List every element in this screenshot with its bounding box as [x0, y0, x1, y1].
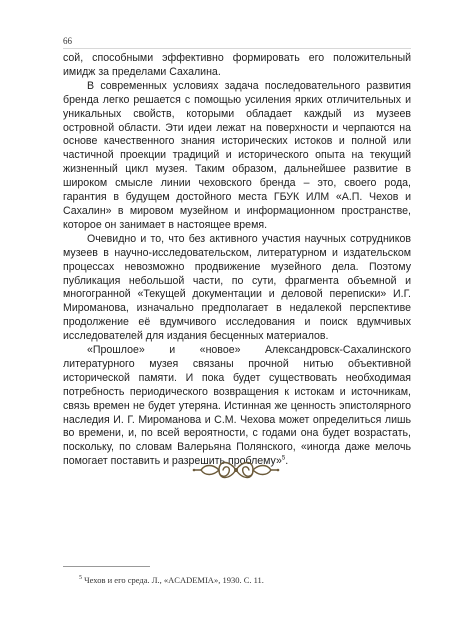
paragraph-4-text: «Прошлое» и «новое» Александровск-Сахалинского литературного музея связаны прочной нитью объективной исторической памяти. И пока будет существовать необходимая потребность периодического возвращения к истокам и источникам, связь времен не будет утеряна. Истинная же ценность эпистолярного наследия И. Г. Мироманова и С.М. Чехова может определиться лишь во времени, и, по всей вероятности, с годами она будет возрастать, поскольку, по словам Валерьяна Полянского, «иногда даже мелочь помогает поставить и разрешить проблему»: [63, 344, 411, 468]
paragraph-4: «Прошлое» и «новое» Александровск-Сахалинского литературного музея связаны прочной нитью объективной исторической памяти. И пока будет существовать необходимая потребность периодического возвращения к истокам и источникам, связь времен не будет утеряна. Истинная же ценность эпистолярного наследия И. Г. Мироманова и С.М. Чехова может определиться лишь во времени, и, по всей вероятности, с годами она будет возрастать, поскольку, по словам Валерьяна Полянского, «иногда даже мелочь помогает поставить и разрешить проблему»$^5$.: [63, 344, 411, 468]
footnote: [79, 575, 409, 585]
ornament-divider-icon: [191, 450, 281, 490]
paragraph-3: Очевидно и то, что без активного участия научных сотрудников музеев в научно-исследовательском, литературном и издательском процессах невозможно продвижение музейного дела. Поэтому публикация небольшой части, по сути, фрагмента объемной и многогранной «Текущей документации и деловой переписки» И.Г. Мироманова, изначально предполагает в недалекой перспективе продолжение её вдумчивого исследования и поиск вдумчивых исследователей для издания бесценных материалов.: [63, 232, 411, 343]
footnote-reference: 5: [281, 455, 286, 462]
footnote-divider: [63, 566, 150, 567]
page-number: 66: [63, 36, 72, 46]
footnote-text: Чехов и его среда. Л., «ACADEMIA», 1930. С. 11.: [84, 575, 264, 585]
header-divider: [63, 48, 411, 49]
paragraph-2: В современных условиях задача последовательного развития бренда легко решается с помощью усиления ярких отличительных и уникальных свойств, которыми обладает каждый из музеев островной области. Эти идеи лежат на поверхности и черпаются на основе качественного знания исторических истоков и полной или частичной проекции традиций и исторического опыта на текущий жизненный цикл музея. Таким образом, дальнейшее развитие в широком смысле линии чеховского бренда – это, своего рода, гарантия в будущем достойного места ГБУК ИЛМ «А.П. Чехов и Сахалин» в мировом музейном и информационном пространстве, которое он занимает в настоящее время.: [63, 79, 411, 231]
footnote-number: 5: [79, 575, 82, 582]
body-text: [63, 52, 411, 469]
paragraph-1: сой, способными эффективно формировать его положительный имидж за пределами Сахалина.: [63, 52, 411, 78]
